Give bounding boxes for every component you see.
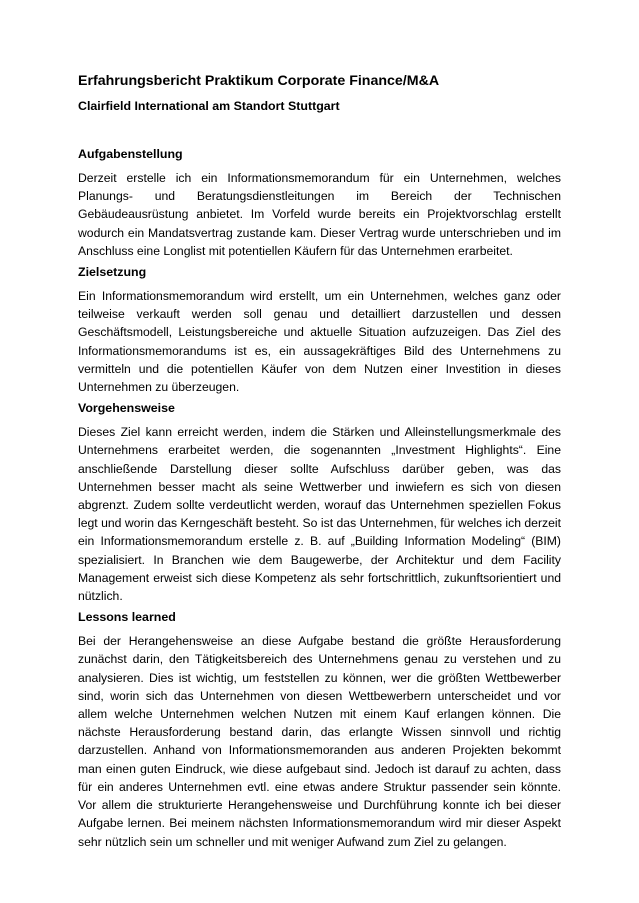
section-heading: Aufgabenstellung bbox=[78, 147, 183, 161]
section-body: Bei der Herangehensweise an diese Aufgabe bestand die größte Herausforderung zunächst darin, den Tätigkeitsbereich des Unternehmens genau zu verstehen und zu analysieren. Dies ist wichtig, um feststellen zu können, wer die größten Wettbewerber sind, worin sich das Unternehmen von diesen Wettbewerbern unterscheidet und vor allem welche Unternehmen welchen Nutzen mit einem Kauf erlangen können. Die nächste Herausforderung bestand darin, das erlangte Wissen sinnvoll und richtig darzustellen. Anhand von Informationsmemoranden aus anderen Projekten bekommt man einen guten Eindruck, wie diese aufgebaut sind. Jedoch ist darauf zu achten, dass für ein anderes Unternehmen evtl. eine etwas andere Struktur passender sein könnte. Vor allem die strukturierte Herangehensweise und Durchführung konnte ich bei dieser Aufgabe lernen. Bei meinem nächsten Informationsmemorandum wird mir dieser Aspekt sehr nützlich sein um schneller und mit weniger Aufwand zum Ziel zu gelangen. bbox=[78, 634, 561, 849]
section-heading: Vorgehensweise bbox=[78, 401, 175, 416]
section-body: Dieses Ziel kann erreicht werden, indem die Stärken und Alleinstellungsmerkmale des Unternehmens erarbeitet werden, die sogenannten „Investment Highlights“. Eine anschließende Darstellung dieser sollte Aufschluss darüber geben, was das Unternehmen besser macht als seine Wettwerber und inwiefern es sich von diesen abgrenzt. Zudem sollte verdeutlicht werden, worauf das Unternehmen speziellen Fokus legt und worin das Kerngeschäft besteht. So ist das Unternehmen, für welches ich derzeit ein Informationsmemorandum erstelle z. B. auf „Building Information Modeling“ (BIM) spezialisiert. In Branchen wie dem Baugewerbe, der Architektur und dem Facility Management erweist sich diese Kompetenz als sehr fortschrittlich, zukunftsorientiert und nützlich. bbox=[78, 425, 561, 604]
section-lessons-learned bbox=[78, 609, 561, 850]
section-body: Derzeit erstelle ich ein Informationsmemorandum für ein Unternehmen, welches Planungs- und Beratungsdienstleitungen im Bereich der Technischen Gebäudeausrüstung anbietet. Im Vorfeld wurde bereits ein Projektvorschlag erstellt wodurch ein Mandatsvertrag zustande kam. Dieser Vertrag wurde unterschrieben und im Anschluss eine Longlist mit potentiellen Käufern für das Unternehmen erarbeitet. bbox=[78, 171, 561, 258]
section-heading: Zielsetzung bbox=[78, 265, 147, 280]
document-subtitle: Clairfield International am Standort Stuttgart bbox=[78, 99, 340, 113]
section-aufgabenstellung bbox=[78, 146, 561, 260]
section-body: Ein Informationsmemorandum wird erstellt, um ein Unternehmen, welches ganz oder teilweise verkauft werden soll genau und detailliert darzustellen und dessen Geschäftsmodell, Leistungsbereiche und aktuelle Situation aufzuzeigen. Das Ziel des Informationsmemorandums ist es, ein aussagekräftiges Bild des Unternehmens zu vermitteln und die potentiellen Käufer von dem Nutzen einer Investition in dieses Unternehmen zu überzeugen. bbox=[78, 289, 561, 395]
section-zielsetzung bbox=[78, 264, 561, 396]
section-heading: Lessons learned bbox=[78, 610, 176, 625]
section-vorgehensweise bbox=[78, 400, 561, 605]
document-title: Erfahrungsbericht Praktikum Corporate Finance/M&A bbox=[78, 73, 440, 89]
